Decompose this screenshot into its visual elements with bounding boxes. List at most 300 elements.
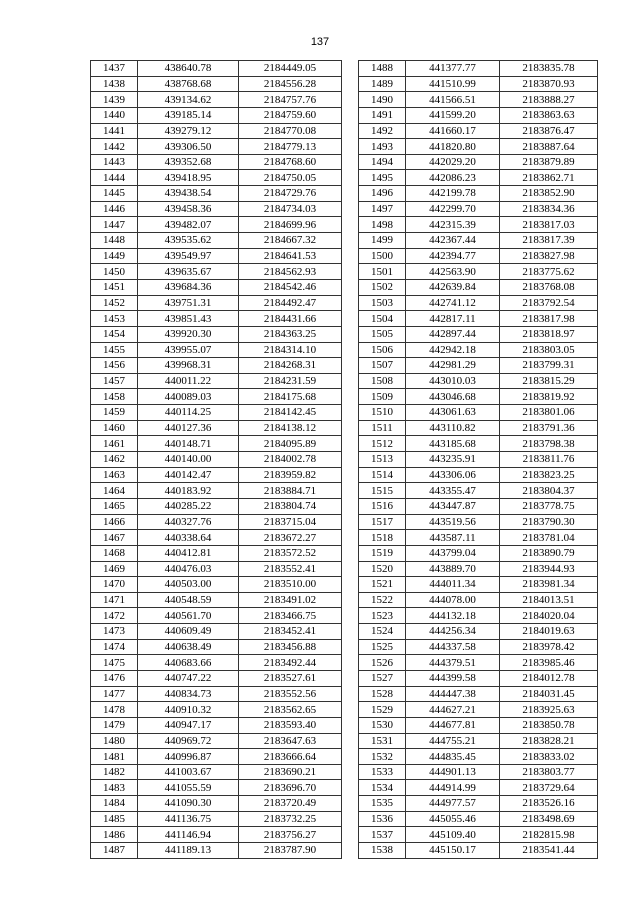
point-number-cell: 1469 [91,561,138,577]
y-coordinate-cell: 2183593.40 [239,717,342,733]
point-number-cell: 1490 [359,92,406,108]
point-number-cell: 1522 [359,592,406,608]
x-coordinate-cell: 443447.87 [406,498,500,514]
x-coordinate-cell: 445055.46 [406,811,500,827]
y-coordinate-cell: 2183815.29 [500,373,598,389]
point-number-cell: 1482 [91,764,138,780]
table-row [359,796,598,812]
y-coordinate-cell: 2184449.05 [239,61,342,77]
y-coordinate-cell: 2183890.79 [500,545,598,561]
y-coordinate-cell: 2184770.08 [239,123,342,139]
x-coordinate-cell: 439751.31 [138,295,239,311]
table-row [359,452,598,468]
x-coordinate-cell: 440638.49 [138,639,239,655]
point-number-cell: 1449 [91,248,138,264]
x-coordinate-cell: 444132.18 [406,608,500,624]
table-row [91,248,342,264]
table-row [359,217,598,233]
table-row [91,467,342,483]
y-coordinate-cell: 2183817.39 [500,233,598,249]
y-coordinate-cell: 2183498.69 [500,811,598,827]
table-row [359,545,598,561]
point-number-cell: 1471 [91,592,138,608]
x-coordinate-cell: 442199.78 [406,186,500,202]
page-number: 137 [310,36,330,48]
table-row [91,389,342,405]
y-coordinate-cell: 2183456.88 [239,639,342,655]
point-number-cell: 1459 [91,405,138,421]
coordinate-table-left [90,60,342,859]
table-row [359,264,598,280]
y-coordinate-cell: 2183572.52 [239,545,342,561]
table-row [359,811,598,827]
table-row [359,389,598,405]
table-row [91,796,342,812]
y-coordinate-cell: 2183819.92 [500,389,598,405]
table-row [359,608,598,624]
x-coordinate-cell: 444256.34 [406,624,500,640]
point-number-cell: 1460 [91,420,138,436]
table-body [359,61,598,859]
x-coordinate-cell: 440412.81 [138,545,239,561]
table-row [359,326,598,342]
point-number-cell: 1497 [359,201,406,217]
table-row [359,686,598,702]
table-row [359,139,598,155]
y-coordinate-cell: 2183870.93 [500,76,598,92]
y-coordinate-cell: 2183925.63 [500,702,598,718]
table-row [359,420,598,436]
y-coordinate-cell: 2183768.08 [500,279,598,295]
point-number-cell: 1446 [91,201,138,217]
y-coordinate-cell: 2183526.16 [500,796,598,812]
x-coordinate-cell: 442981.29 [406,358,500,374]
y-coordinate-cell: 2183541.44 [500,843,598,859]
y-coordinate-cell: 2183672.27 [239,530,342,546]
x-coordinate-cell: 439482.07 [138,217,239,233]
y-coordinate-cell: 2184542.46 [239,279,342,295]
table-row [91,561,342,577]
point-number-cell: 1445 [91,186,138,202]
table-row [359,733,598,749]
point-number-cell: 1443 [91,154,138,170]
point-number-cell: 1525 [359,639,406,655]
x-coordinate-cell: 440142.47 [138,467,239,483]
x-coordinate-cell: 440011.22 [138,373,239,389]
y-coordinate-cell: 2183775.62 [500,264,598,280]
x-coordinate-cell: 439968.31 [138,358,239,374]
x-coordinate-cell: 439955.07 [138,342,239,358]
y-coordinate-cell: 2184729.76 [239,186,342,202]
point-number-cell: 1440 [91,107,138,123]
x-coordinate-cell: 444011.34 [406,577,500,593]
x-coordinate-cell: 441377.77 [406,61,500,77]
y-coordinate-cell: 2183552.56 [239,686,342,702]
table-row [91,170,342,186]
y-coordinate-cell: 2183696.70 [239,780,342,796]
table-row [359,248,598,264]
y-coordinate-cell: 2184031.45 [500,686,598,702]
table-row [359,123,598,139]
point-number-cell: 1515 [359,483,406,499]
point-number-cell: 1472 [91,608,138,624]
y-coordinate-cell: 2183850.78 [500,717,598,733]
y-coordinate-cell: 2184231.59 [239,373,342,389]
table-row [91,608,342,624]
table-row [359,483,598,499]
point-number-cell: 1529 [359,702,406,718]
y-coordinate-cell: 2183811.76 [500,452,598,468]
x-coordinate-cell: 442086.23 [406,170,500,186]
y-coordinate-cell: 2183862.71 [500,170,598,186]
table-row [359,186,598,202]
x-coordinate-cell: 443587.11 [406,530,500,546]
y-coordinate-cell: 2184020.04 [500,608,598,624]
table-row [91,639,342,655]
x-coordinate-cell: 441820.80 [406,139,500,155]
coordinate-table-right [358,60,598,859]
x-coordinate-cell: 439458.36 [138,201,239,217]
x-coordinate-cell: 443799.04 [406,545,500,561]
point-number-cell: 1477 [91,686,138,702]
y-coordinate-cell: 2183817.98 [500,311,598,327]
table-row [359,233,598,249]
point-number-cell: 1479 [91,717,138,733]
x-coordinate-cell: 443355.47 [406,483,500,499]
point-number-cell: 1483 [91,780,138,796]
point-number-cell: 1448 [91,233,138,249]
point-number-cell: 1495 [359,170,406,186]
x-coordinate-cell: 440338.64 [138,530,239,546]
x-coordinate-cell: 442029.20 [406,154,500,170]
point-number-cell: 1465 [91,498,138,514]
y-coordinate-cell: 2183863.63 [500,107,598,123]
table-row [91,592,342,608]
table-row [91,780,342,796]
point-number-cell: 1511 [359,420,406,436]
table-row [91,670,342,686]
point-number-cell: 1526 [359,655,406,671]
y-coordinate-cell: 2184779.13 [239,139,342,155]
x-coordinate-cell: 445150.17 [406,843,500,859]
table-row [91,483,342,499]
point-number-cell: 1536 [359,811,406,827]
table-row [359,780,598,796]
x-coordinate-cell: 439851.43 [138,311,239,327]
table-row [91,717,342,733]
y-coordinate-cell: 2183879.89 [500,154,598,170]
point-number-cell: 1538 [359,843,406,859]
table-row [91,764,342,780]
table-row [91,279,342,295]
point-number-cell: 1509 [359,389,406,405]
point-number-cell: 1467 [91,530,138,546]
point-number-cell: 1537 [359,827,406,843]
point-number-cell: 1510 [359,405,406,421]
table-row [91,405,342,421]
table-row [359,749,598,765]
x-coordinate-cell: 442942.18 [406,342,500,358]
y-coordinate-cell: 2183690.21 [239,764,342,780]
table-row [359,373,598,389]
table-row [359,498,598,514]
table-row [359,170,598,186]
y-coordinate-cell: 2183944.93 [500,561,598,577]
point-number-cell: 1506 [359,342,406,358]
table-row [91,373,342,389]
y-coordinate-cell: 2183562.65 [239,702,342,718]
x-coordinate-cell: 441189.13 [138,843,239,859]
x-coordinate-cell: 439279.12 [138,123,239,139]
x-coordinate-cell: 443061.63 [406,405,500,421]
y-coordinate-cell: 2183804.37 [500,483,598,499]
x-coordinate-cell: 442563.90 [406,264,500,280]
point-number-cell: 1524 [359,624,406,640]
y-coordinate-cell: 2184759.60 [239,107,342,123]
point-number-cell: 1456 [91,358,138,374]
x-coordinate-cell: 444835.45 [406,749,500,765]
x-coordinate-cell: 440183.92 [138,483,239,499]
point-number-cell: 1527 [359,670,406,686]
table-row [359,843,598,859]
point-number-cell: 1514 [359,467,406,483]
point-number-cell: 1473 [91,624,138,640]
table-row [91,139,342,155]
x-coordinate-cell: 440548.59 [138,592,239,608]
x-coordinate-cell: 440947.17 [138,717,239,733]
x-coordinate-cell: 440503.00 [138,577,239,593]
table-row [359,764,598,780]
x-coordinate-cell: 442299.70 [406,201,500,217]
x-coordinate-cell: 444677.81 [406,717,500,733]
x-coordinate-cell: 441660.17 [406,123,500,139]
x-coordinate-cell: 439920.30 [138,326,239,342]
point-number-cell: 1480 [91,733,138,749]
table-row [359,154,598,170]
x-coordinate-cell: 439134.62 [138,92,239,108]
point-number-cell: 1457 [91,373,138,389]
table-row [359,279,598,295]
y-coordinate-cell: 2183884.71 [239,483,342,499]
table-row [91,326,342,342]
y-coordinate-cell: 2183804.74 [239,498,342,514]
point-number-cell: 1519 [359,545,406,561]
y-coordinate-cell: 2183790.30 [500,514,598,530]
y-coordinate-cell: 2183647.63 [239,733,342,749]
table-row [359,342,598,358]
y-coordinate-cell: 2183791.36 [500,420,598,436]
table-row [359,295,598,311]
x-coordinate-cell: 440140.00 [138,452,239,468]
point-number-cell: 1470 [91,577,138,593]
x-coordinate-cell: 440089.03 [138,389,239,405]
table-row [91,452,342,468]
table-row [359,467,598,483]
point-number-cell: 1531 [359,733,406,749]
point-number-cell: 1516 [359,498,406,514]
table-row [91,420,342,436]
y-coordinate-cell: 2183799.31 [500,358,598,374]
x-coordinate-cell: 441599.20 [406,107,500,123]
table-row [359,561,598,577]
y-coordinate-cell: 2184012.78 [500,670,598,686]
y-coordinate-cell: 2184699.96 [239,217,342,233]
y-coordinate-cell: 2184314.10 [239,342,342,358]
table-row [359,358,598,374]
table-row [91,624,342,640]
x-coordinate-cell: 440476.03 [138,561,239,577]
y-coordinate-cell: 2183792.54 [500,295,598,311]
point-number-cell: 1528 [359,686,406,702]
point-number-cell: 1488 [359,61,406,77]
point-number-cell: 1502 [359,279,406,295]
point-number-cell: 1442 [91,139,138,155]
point-number-cell: 1533 [359,764,406,780]
x-coordinate-cell: 439549.97 [138,248,239,264]
table-row [91,655,342,671]
x-coordinate-cell: 440683.66 [138,655,239,671]
y-coordinate-cell: 2184095.89 [239,436,342,452]
x-coordinate-cell: 443519.56 [406,514,500,530]
y-coordinate-cell: 2183981.34 [500,577,598,593]
y-coordinate-cell: 2183803.05 [500,342,598,358]
point-number-cell: 1507 [359,358,406,374]
point-number-cell: 1521 [359,577,406,593]
x-coordinate-cell: 441055.59 [138,780,239,796]
point-number-cell: 1451 [91,279,138,295]
table-row [359,92,598,108]
table-row [91,233,342,249]
x-coordinate-cell: 442897.44 [406,326,500,342]
x-coordinate-cell: 444379.51 [406,655,500,671]
point-number-cell: 1534 [359,780,406,796]
x-coordinate-cell: 444078.00 [406,592,500,608]
table-row [91,311,342,327]
table-row [91,264,342,280]
y-coordinate-cell: 2184641.53 [239,248,342,264]
x-coordinate-cell: 444399.58 [406,670,500,686]
x-coordinate-cell: 440127.36 [138,420,239,436]
y-coordinate-cell: 2183834.36 [500,201,598,217]
point-number-cell: 1475 [91,655,138,671]
y-coordinate-cell: 2183781.04 [500,530,598,546]
x-coordinate-cell: 442741.12 [406,295,500,311]
table-row [91,530,342,546]
point-number-cell: 1512 [359,436,406,452]
point-number-cell: 1453 [91,311,138,327]
y-coordinate-cell: 2183452.41 [239,624,342,640]
y-coordinate-cell: 2184142.45 [239,405,342,421]
x-coordinate-cell: 443110.82 [406,420,500,436]
table-row [91,686,342,702]
point-number-cell: 1503 [359,295,406,311]
table-row [91,107,342,123]
point-number-cell: 1438 [91,76,138,92]
point-number-cell: 1484 [91,796,138,812]
y-coordinate-cell: 2184138.12 [239,420,342,436]
x-coordinate-cell: 440114.25 [138,405,239,421]
x-coordinate-cell: 443010.03 [406,373,500,389]
point-number-cell: 1454 [91,326,138,342]
point-number-cell: 1455 [91,342,138,358]
point-number-cell: 1486 [91,827,138,843]
point-number-cell: 1474 [91,639,138,655]
point-number-cell: 1450 [91,264,138,280]
point-number-cell: 1468 [91,545,138,561]
table-row [359,655,598,671]
y-coordinate-cell: 2183959.82 [239,467,342,483]
y-coordinate-cell: 2182815.98 [500,827,598,843]
x-coordinate-cell: 440148.71 [138,436,239,452]
table-row [359,530,598,546]
y-coordinate-cell: 2183715.04 [239,514,342,530]
point-number-cell: 1439 [91,92,138,108]
point-number-cell: 1493 [359,139,406,155]
x-coordinate-cell: 440327.76 [138,514,239,530]
x-coordinate-cell: 443235.91 [406,452,500,468]
y-coordinate-cell: 2183510.00 [239,577,342,593]
table-row [91,295,342,311]
point-number-cell: 1489 [359,76,406,92]
x-coordinate-cell: 444337.58 [406,639,500,655]
y-coordinate-cell: 2183876.47 [500,123,598,139]
x-coordinate-cell: 442639.84 [406,279,500,295]
x-coordinate-cell: 439418.95 [138,170,239,186]
point-number-cell: 1481 [91,749,138,765]
table-row [359,436,598,452]
point-number-cell: 1520 [359,561,406,577]
point-number-cell: 1498 [359,217,406,233]
table-row [91,811,342,827]
point-number-cell: 1532 [359,749,406,765]
y-coordinate-cell: 2183756.27 [239,827,342,843]
point-number-cell: 1535 [359,796,406,812]
point-number-cell: 1466 [91,514,138,530]
y-coordinate-cell: 2184562.93 [239,264,342,280]
table-row [91,186,342,202]
y-coordinate-cell: 2183803.77 [500,764,598,780]
x-coordinate-cell: 445109.40 [406,827,500,843]
y-coordinate-cell: 2184667.32 [239,233,342,249]
point-number-cell: 1496 [359,186,406,202]
y-coordinate-cell: 2183817.03 [500,217,598,233]
table-row [91,154,342,170]
table-row [91,436,342,452]
x-coordinate-cell: 444914.99 [406,780,500,796]
point-number-cell: 1458 [91,389,138,405]
y-coordinate-cell: 2184013.51 [500,592,598,608]
x-coordinate-cell: 443185.68 [406,436,500,452]
y-coordinate-cell: 2183492.44 [239,655,342,671]
y-coordinate-cell: 2183666.64 [239,749,342,765]
table-row [91,358,342,374]
table-row [91,342,342,358]
x-coordinate-cell: 442367.44 [406,233,500,249]
x-coordinate-cell: 440285.22 [138,498,239,514]
x-coordinate-cell: 439535.62 [138,233,239,249]
point-number-cell: 1452 [91,295,138,311]
table-row [91,827,342,843]
x-coordinate-cell: 444627.21 [406,702,500,718]
point-number-cell: 1487 [91,843,138,859]
point-number-cell: 1494 [359,154,406,170]
x-coordinate-cell: 439352.68 [138,154,239,170]
y-coordinate-cell: 2184556.28 [239,76,342,92]
point-number-cell: 1447 [91,217,138,233]
x-coordinate-cell: 441566.51 [406,92,500,108]
table-row [91,702,342,718]
point-number-cell: 1508 [359,373,406,389]
